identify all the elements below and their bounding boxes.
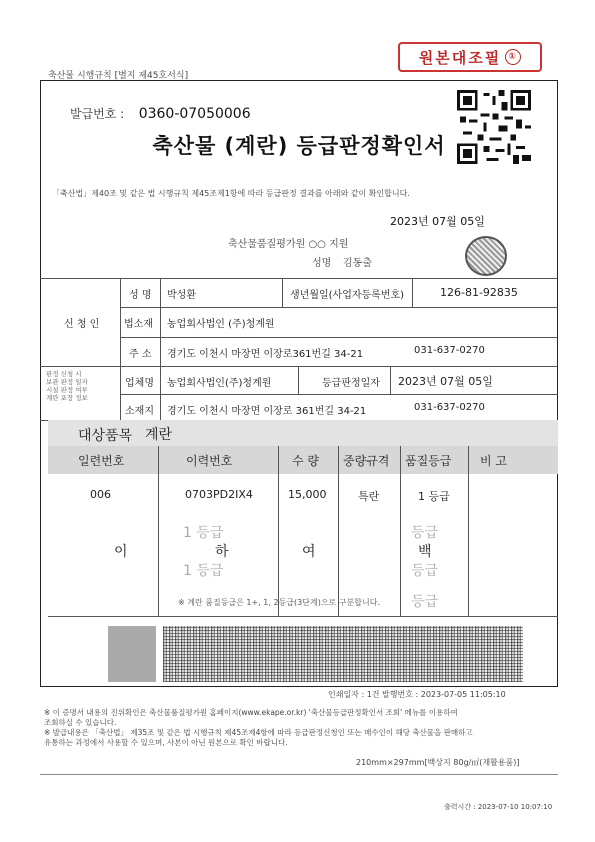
faint-grade: 등급 xyxy=(411,594,439,610)
address-phone: 031-637-0270 xyxy=(414,345,485,356)
side-note: 계란 포장 정보 xyxy=(46,394,88,402)
person-label: 성명 xyxy=(312,258,332,269)
faint-grade: 1 등급 xyxy=(183,563,224,579)
original-verified-stamp xyxy=(398,42,542,72)
redacted-block xyxy=(108,626,156,682)
faint-grade: 등급 xyxy=(411,525,439,541)
divider xyxy=(120,307,558,308)
big-row-cell: 이 xyxy=(114,544,128,560)
facility-loc-value: 경기도 이천시 마장면 이장로 361번길 34-21 xyxy=(167,406,367,417)
footnote: 유통하는 과정에서 사용할 수 있으며, 사본이 아닌 원본으로 확인 바랍니다. xyxy=(44,738,288,747)
form-number: 축산물 시행규칙 [별지 제45호서식] xyxy=(48,71,189,81)
divider xyxy=(390,366,391,394)
divider xyxy=(400,446,401,616)
divider xyxy=(298,366,299,394)
address-value: 경기도 이천시 마장면 이장로361번길 34-21 xyxy=(167,349,364,360)
issue-number: 0360-07050006 xyxy=(138,106,251,122)
document-title: 축산물 (계란) 등급판정확인서 xyxy=(152,134,446,158)
facility-date-label: 등급판정일자 xyxy=(322,378,380,389)
facility-date-value: 2023년 07월 05일 xyxy=(398,375,493,388)
table-cell: 1 등급 xyxy=(418,490,450,503)
table-cell: 006 xyxy=(90,488,111,501)
divider xyxy=(468,446,469,616)
name-label: 성 명 xyxy=(129,290,152,301)
footnote: 조회하실 수 있습니다. xyxy=(44,718,117,727)
col-header: 이력번호 xyxy=(186,454,233,468)
divider xyxy=(278,446,279,616)
big-row-cell: 하 xyxy=(215,544,229,560)
print-line: 인쇄일자 : 1건 발행번호 : 2023-07-05 11:05:10 xyxy=(328,690,506,699)
side-notes xyxy=(46,370,88,402)
issue-number-label: 발급번호 : xyxy=(70,107,125,121)
col-header: 품질등급 xyxy=(405,454,452,468)
footnote: ※ 발급내용은 「축산법」 제35조 및 같은 법 시행규칙 제45조제4항에 따라 등급판정신청인 또는 매수인이 해당 축산물을 판매하고 xyxy=(44,728,473,737)
divider xyxy=(120,278,121,420)
facility-value: 농업회사법인(주)청계원 xyxy=(167,378,272,389)
item-value: 계란 xyxy=(145,427,173,443)
table-cell: 0703PD2IX4 xyxy=(185,488,253,501)
divider xyxy=(40,366,558,367)
applicant-section-label: 신 청 인 xyxy=(64,319,100,330)
big-row-cell: 백 xyxy=(418,544,432,560)
issuing-org: 축산물품질평가원 ○○ 지원 xyxy=(228,239,349,250)
table-cell: 15,000 xyxy=(288,488,327,501)
big-row-cell: 여 xyxy=(302,544,316,560)
divider xyxy=(282,278,283,307)
issue-number-row xyxy=(70,105,251,122)
facility-label: 업체명 xyxy=(125,378,154,389)
output-time: 출력시간 : 2023-07-10 10:07:10 xyxy=(444,803,553,811)
col-header: 수 량 xyxy=(292,454,319,468)
divider xyxy=(40,278,558,279)
faint-grade: 등급 xyxy=(411,563,439,579)
faint-grade: 1 등급 xyxy=(183,525,224,541)
name-value: 박성환 xyxy=(167,290,196,301)
footnote: ※ 이 증명서 내용의 진위확인은 축산물품질평가원 홈페이지(www.ekape.or.kr) '축산물등급판정확인서 조회' 메뉴를 이용하여 xyxy=(44,708,458,717)
divider xyxy=(120,394,558,395)
biz-no-label: 생년월일(사업자등록번호) xyxy=(290,290,405,301)
divider xyxy=(120,337,558,338)
footnotes xyxy=(44,708,473,748)
divider xyxy=(160,278,161,420)
stamp-mark: ① xyxy=(505,49,521,65)
col-header: 일련번호 xyxy=(78,454,125,468)
paper-size: 210mm×297mm[백상지 80g/㎡(재활용품)] xyxy=(356,758,520,767)
redacted-noise xyxy=(163,626,523,682)
intro-text: 「축산법」제40조 및 같은 법 시행규칙 제45조제1항에 따라 등급판정 결과를 아래와 같이 확인합니다. xyxy=(52,189,410,198)
col-header: 중량규격 xyxy=(343,454,390,468)
side-note: 시설 판정 여부 xyxy=(46,386,88,394)
person-name: 김동출 xyxy=(343,258,372,269)
col-header: 비 고 xyxy=(480,454,507,468)
issue-date: 2023년 07월 05일 xyxy=(390,215,485,228)
grade-note: ※ 계란 품질등급은 1+, 1, 2등급(3단계)으로 구분합니다. xyxy=(178,598,380,607)
divider xyxy=(40,774,558,775)
company-value: 농업회사법인 (주)청계원 xyxy=(167,319,275,330)
biz-no-value: 126-81-92835 xyxy=(440,286,518,299)
company-label: 법소재 xyxy=(124,319,153,330)
side-note: 보관 판정 일자 xyxy=(46,378,88,386)
facility-loc-label: 소재지 xyxy=(125,406,154,417)
address-label: 주 소 xyxy=(129,349,152,360)
official-seal-icon xyxy=(465,236,507,276)
item-label: 대상품목 xyxy=(78,428,133,444)
divider xyxy=(412,278,413,307)
facility-loc-phone: 031-637-0270 xyxy=(414,402,485,413)
divider xyxy=(158,446,159,616)
side-note: 판정 신청 시 xyxy=(46,370,82,378)
divider xyxy=(48,616,558,617)
divider xyxy=(338,446,339,616)
table-cell: 특란 xyxy=(358,490,380,503)
stamp-text: 원본대조필 xyxy=(418,48,502,67)
